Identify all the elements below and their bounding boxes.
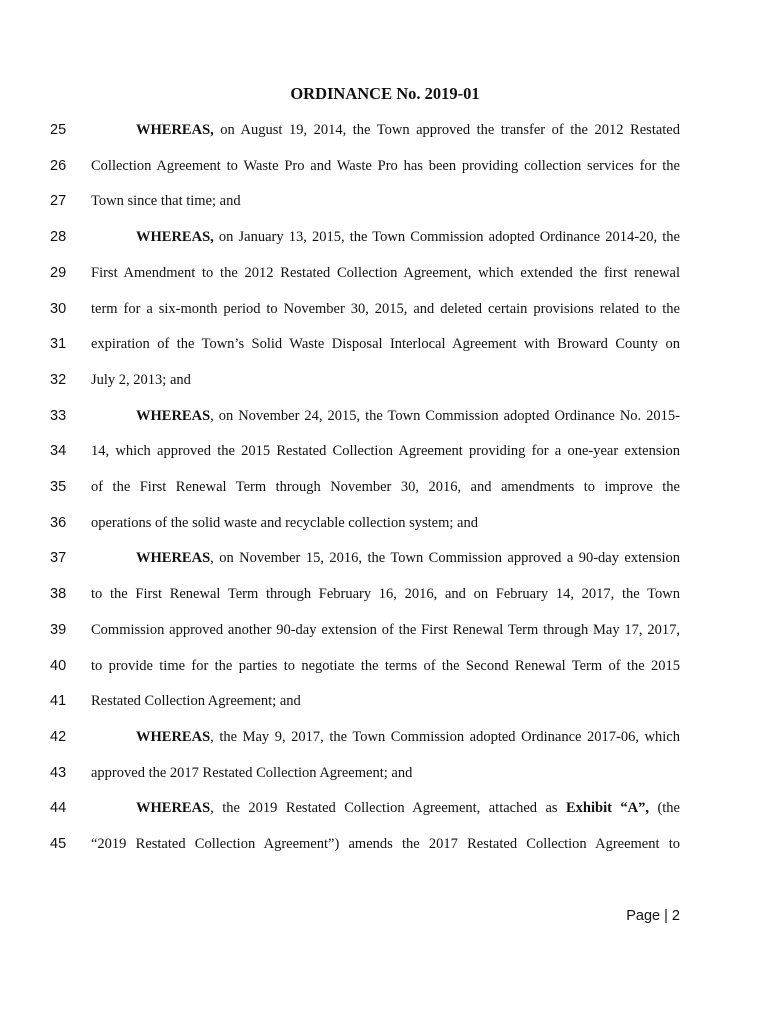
document-line: [0, 118, 770, 142]
document-line: [0, 796, 770, 820]
document-line: [0, 332, 770, 356]
line-text-rest: , on November 24, 2015, the Town Commission adopted Ordinance No. 2015-: [210, 407, 680, 424]
line-number: 33: [50, 407, 67, 424]
whereas-keyword: WHEREAS,: [136, 229, 214, 246]
line-number: 34: [50, 443, 67, 460]
line-text-rest: , the 2019 Restated Collection Agreement, attached as: [210, 800, 567, 817]
line-text: [136, 546, 680, 570]
line-number: 43: [50, 764, 67, 781]
line-text-rest: , the May 9, 2017, the Town Commission adopted Ordinance 2017-06, which: [210, 728, 680, 745]
line-text-rest: on August 19, 2014, the Town approved the transfer of the 2012 Restated: [213, 122, 680, 138]
line-number: 30: [50, 300, 67, 317]
line-number: 42: [50, 728, 67, 745]
line-text: [136, 225, 680, 249]
document-line: [0, 297, 770, 321]
line-text: Collection Agreement to Waste Pro and Waste Pro has been providing collection services for the: [91, 157, 680, 174]
document-line: [0, 654, 770, 678]
line-text: “2019 Restated Collection Agreement”) amends the 2017 Restated Collection Agreement to: [91, 836, 680, 852]
line-text-rest: on January 13, 2015, the Town Commission adopted Ordinance 2014-20, the: [213, 229, 680, 246]
line-text: First Amendment to the 2012 Restated Collection Agreement, which extended the first renewal: [91, 264, 680, 281]
line-text: to provide time for the parties to negotiate the terms of the Second Renewal Term of the 2015: [91, 657, 680, 674]
document-line: [0, 475, 770, 499]
line-number: 27: [50, 193, 67, 210]
document-line: [0, 832, 770, 856]
line-text: Town since that time; and: [91, 193, 241, 210]
line-text: to the First Renewal Term through February 16, 2016, and on February 14, 2017, the Town: [91, 586, 680, 603]
whereas-keyword: WHEREAS: [136, 728, 211, 745]
line-text: approved the 2017 Restated Collection Agreement; and: [91, 764, 413, 781]
line-text: [136, 725, 680, 749]
line-number: 32: [50, 371, 67, 388]
document-line: [0, 689, 770, 713]
document-line: [0, 761, 770, 785]
line-text: July 2, 2013; and: [91, 371, 191, 388]
line-number: 41: [50, 693, 67, 710]
document-line: [0, 439, 770, 463]
line-text: operations of the solid waste and recyclable collection system; and: [91, 514, 478, 531]
document-line: [0, 546, 770, 570]
line-text: 14, which approved the 2015 Restated Collection Agreement providing for a one-year extension: [91, 443, 680, 460]
exhibit-reference: Exhibit “A”,: [566, 800, 649, 817]
document-line: [0, 511, 770, 535]
ordinance-title: ORDINANCE No. 2019-01: [290, 84, 480, 103]
line-number: 38: [50, 586, 67, 603]
line-text: [136, 404, 680, 428]
document-line: [0, 154, 770, 178]
line-number: 36: [50, 514, 67, 531]
line-number: 37: [50, 550, 67, 567]
document-line: [0, 225, 770, 249]
line-number: 45: [50, 836, 67, 852]
line-text: expiration of the Town’s Solid Waste Disposal Interlocal Agreement with Broward County on: [91, 336, 680, 353]
line-text-rest: , on November 15, 2016, the Town Commission approved a 90-day extension: [210, 550, 680, 567]
line-number: 31: [50, 336, 67, 353]
line-text: term for a six-month period to November 30, 2015, and deleted certain provisions related to the: [91, 300, 680, 317]
whereas-keyword: WHEREAS: [136, 407, 211, 424]
line-text: [136, 118, 680, 142]
line-number: 28: [50, 229, 67, 246]
whereas-keyword: WHEREAS: [136, 550, 211, 567]
document-line: [0, 404, 770, 428]
line-number: 40: [50, 657, 67, 674]
line-text: of the First Renewal Term through November 30, 2016, and amendments to improve the: [91, 479, 680, 495]
line-text: Restated Collection Agreement; and: [91, 693, 301, 710]
line-number: 35: [50, 479, 67, 495]
line-number: 39: [50, 621, 67, 638]
whereas-keyword: WHEREAS: [136, 800, 211, 817]
line-number: 25: [50, 122, 67, 138]
line-number: 26: [50, 157, 67, 174]
line-text: Commission approved another 90-day extension of the First Renewal Term through May 17, 2017,: [91, 621, 680, 638]
document-line: [0, 582, 770, 606]
line-text-tail: (the: [649, 800, 680, 817]
line-number: 29: [50, 264, 67, 281]
page-number: Page | 2: [626, 908, 680, 924]
whereas-keyword: WHEREAS,: [136, 122, 214, 138]
document-line: [0, 261, 770, 285]
document-line: [0, 725, 770, 749]
line-number: 44: [50, 800, 67, 817]
line-text: [136, 796, 680, 820]
document-line: [0, 618, 770, 642]
document-line: [0, 368, 770, 392]
document-line: [0, 189, 770, 213]
